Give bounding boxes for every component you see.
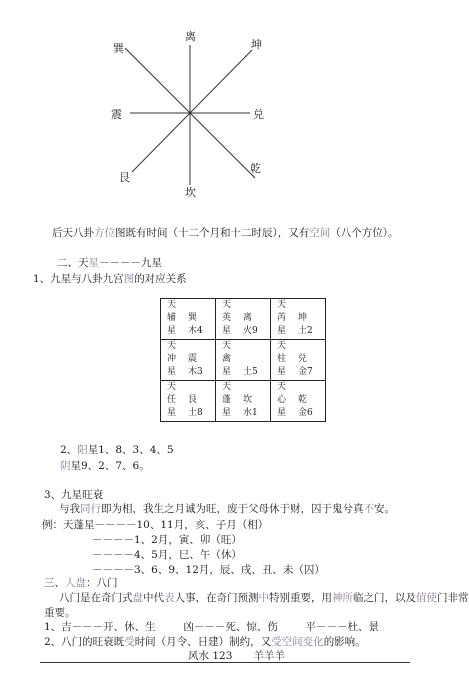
grid-cell-text: 冲 xyxy=(167,354,177,364)
grid-cell-text: 水1 xyxy=(243,408,258,418)
page-footer: 风水 123 羊羊羊 xyxy=(188,650,285,662)
grid-cell-line xyxy=(167,299,215,312)
grid-cell-line xyxy=(167,325,215,338)
grid-row xyxy=(161,299,326,340)
example-line-3: －－－－4、5月，巳、午（休） xyxy=(92,549,242,561)
grid-cell-text: 震 xyxy=(188,354,198,364)
grid-cell-text: 蓬 xyxy=(222,395,232,405)
wangshuai-highlight-1: 同行 xyxy=(80,503,101,515)
wangshuai-paragraph xyxy=(59,503,395,516)
grid-cell-line xyxy=(277,407,325,420)
intro-text-1: 后天八卦 xyxy=(52,227,94,239)
label-east: 兑 xyxy=(253,108,264,121)
grid-cell-line xyxy=(167,312,215,325)
grid-cell-text: 巽 xyxy=(188,313,198,323)
yang-stars-line xyxy=(60,444,174,457)
grid-cell xyxy=(216,299,271,340)
bamen-text-5: 临之门，以及 xyxy=(353,592,416,604)
grid-cell xyxy=(161,340,216,381)
grid-cell-line xyxy=(222,312,270,325)
grid-cell-text: 星 xyxy=(167,367,177,377)
grid-cell-text: 兑 xyxy=(298,354,308,364)
example-line-1: 例：天蓬星－－－－10、11月，亥、子月（相） xyxy=(42,519,269,531)
bamen-highlight-5: 值使 xyxy=(416,592,437,604)
grid-cell-line xyxy=(222,394,270,407)
grid-cell-text: 离 xyxy=(243,313,253,323)
list-2-highlight-2: 受空间变化 xyxy=(271,636,324,648)
list-2-text-2: 时间（月令、日建）制约，又 xyxy=(134,636,272,648)
grid-cell xyxy=(271,381,326,422)
grid-cell-line xyxy=(277,299,325,312)
bamen-text-6: 门非常 xyxy=(437,592,469,604)
grid-cell-line xyxy=(277,394,325,407)
bamen-paragraph-line-2: 重要。 xyxy=(44,607,76,619)
grid-cell-line xyxy=(167,366,215,379)
diagonal-ne-sw xyxy=(132,50,252,172)
section-3-highlight: 人盘 xyxy=(65,577,86,589)
subsection-1-text: 1、九星与八卦九宫 xyxy=(33,273,124,285)
grid-cell-line xyxy=(222,366,270,379)
yin-stars-line xyxy=(60,460,150,473)
grid-cell xyxy=(161,299,216,340)
bamen-text-4: 特别重要，用 xyxy=(269,592,332,604)
bamen-text-1: 八门是在奇门式 xyxy=(59,592,133,604)
grid-cell-text: 辅 xyxy=(167,313,177,323)
wangshuai-text-2: 即为相，我生之月诚为旺，废于父母休于财，囚于鬼兮真 xyxy=(101,503,364,515)
grid-cell xyxy=(216,340,271,381)
yin-highlight: 阴 xyxy=(60,460,71,472)
grid-cell-text: 天 xyxy=(222,382,232,392)
section-2-title-suffix: －－－－九星 xyxy=(99,257,162,269)
grid-cell-line xyxy=(167,340,215,353)
intro-paragraph xyxy=(52,227,399,240)
bamen-highlight-2: 表 xyxy=(164,592,175,604)
intro-highlight-1: 方位 xyxy=(94,227,115,239)
bamen-highlight-1: 盘 xyxy=(132,592,143,604)
grid-cell-text: 艮 xyxy=(188,395,198,405)
intro-text-2: 图既有时间（十二个月和十二时辰），又有 xyxy=(115,227,310,239)
list-2-highlight-1: 受 xyxy=(124,636,135,648)
subsection-1-heading xyxy=(33,273,187,286)
grid-cell-text: 木4 xyxy=(188,326,203,336)
bamen-text-2: 中代 xyxy=(143,592,164,604)
section-2-heading xyxy=(57,257,162,270)
grid-cell-text: 天 xyxy=(277,341,287,351)
wangshuai-text-1: 与我 xyxy=(59,503,80,515)
grid-cell-line xyxy=(277,340,325,353)
section-3-prefix: 三、 xyxy=(44,577,65,589)
grid-cell-text: 星 xyxy=(222,326,232,336)
grid-cell xyxy=(161,381,216,422)
grid-cell-text: 天 xyxy=(222,300,232,310)
subsection-1-suffix: 的对应关系 xyxy=(134,273,187,285)
bamen-text-3: 人事，在奇门预测 xyxy=(174,592,259,604)
grid-cell-line xyxy=(277,366,325,379)
bamen-highlight-3: 中 xyxy=(258,592,269,604)
grid-cell-line xyxy=(277,353,325,366)
grid-cell-text: 天 xyxy=(167,300,177,310)
wangshuai-text-3: 安。 xyxy=(374,503,395,515)
bagua-direction-diagram xyxy=(0,0,450,200)
grid-cell-text: 天 xyxy=(222,341,232,351)
section-2-title: 二、天 xyxy=(57,257,89,269)
grid-cell-line xyxy=(222,299,270,312)
grid-cell-line xyxy=(167,407,215,420)
section-3-suffix: ：八门 xyxy=(86,577,118,589)
yang-suffix: 星1、8、3、4、5 xyxy=(87,444,174,456)
list-2-text-3: 的影响。 xyxy=(323,636,366,648)
example-line-2: －－－－1、2月，寅、卯（旺） xyxy=(92,534,242,546)
intro-text-3: （八个方位）。 xyxy=(330,227,399,239)
label-south: 坎 xyxy=(185,186,196,199)
grid-cell-line xyxy=(222,325,270,338)
wangshuai-highlight-2: 不 xyxy=(363,503,374,515)
yin-suffix: 星9、2、7、6。 xyxy=(70,460,150,472)
list-item-2 xyxy=(44,636,366,649)
subsection-1-highlight: 图 xyxy=(123,273,135,285)
grid-cell-text: 星 xyxy=(277,326,287,336)
grid-cell-text: 心 xyxy=(277,395,287,405)
grid-cell-text: 禽 xyxy=(222,354,232,364)
grid-cell-text: 天 xyxy=(277,382,287,392)
grid-cell xyxy=(271,340,326,381)
grid-cell-text: 柱 xyxy=(277,354,287,364)
grid-cell-text: 金7 xyxy=(298,367,313,377)
grid-row xyxy=(161,340,326,381)
grid-cell-text: 星 xyxy=(222,367,232,377)
grid-cell-text: 星 xyxy=(277,408,287,418)
grid-cell-line xyxy=(277,381,325,394)
grid-cell-text: 金6 xyxy=(298,408,313,418)
grid-cell-line xyxy=(222,353,270,366)
grid-cell-text: 星 xyxy=(222,408,232,418)
grid-cell-text: 土5 xyxy=(243,367,258,377)
grid-cell-line xyxy=(222,340,270,353)
grid-cell-text: 芮 xyxy=(277,313,287,323)
bamen-highlight-4: 神所 xyxy=(332,592,353,604)
label-southeast: 乾 xyxy=(250,162,261,175)
grid-cell-text: 土2 xyxy=(298,326,313,336)
grid-cell-text: 乾 xyxy=(298,395,308,405)
grid-cell-line xyxy=(222,407,270,420)
list-item-1: 1、吉－－－开、休、生 凶－－－死、惊、伤 平－－－杜、景 xyxy=(44,621,380,633)
grid-cell xyxy=(271,299,326,340)
label-west: 震 xyxy=(111,108,122,121)
grid-cell-line xyxy=(167,394,215,407)
yang-highlight: 阳 xyxy=(77,444,88,456)
grid-cell-text: 星 xyxy=(167,408,177,418)
grid-cell-text: 火9 xyxy=(243,326,258,336)
grid-cell-text: 天 xyxy=(277,300,287,310)
grid-cell-text: 坤 xyxy=(298,313,308,323)
grid-cell-text: 坎 xyxy=(243,395,253,405)
grid-cell-text: 土8 xyxy=(188,408,203,418)
grid-cell-text: 天 xyxy=(167,382,177,392)
grid-cell-text: 英 xyxy=(222,313,232,323)
grid-cell-text: 天 xyxy=(167,341,177,351)
grid-cell-text: 星 xyxy=(167,326,177,336)
nine-star-grid xyxy=(160,298,326,422)
footer-divider xyxy=(40,662,410,663)
grid-cell-text: 木3 xyxy=(188,367,203,377)
grid-row xyxy=(161,381,326,422)
label-northwest: 巽 xyxy=(113,42,124,55)
label-north: 离 xyxy=(185,30,196,43)
grid-cell-line xyxy=(222,381,270,394)
section-2-title-highlight: 星 xyxy=(88,257,99,269)
label-southwest: 艮 xyxy=(119,171,130,184)
intro-highlight-2: 空间 xyxy=(309,227,331,239)
label-northeast: 坤 xyxy=(251,38,262,51)
subsection-3-heading: 3、九星旺衰 xyxy=(44,489,104,501)
grid-cell-line xyxy=(167,381,215,394)
grid-cell-line xyxy=(277,325,325,338)
grid-cell-text: 任 xyxy=(167,395,177,405)
section-3-heading xyxy=(44,577,118,590)
grid-cell-line xyxy=(277,312,325,325)
yang-prefix: 2、 xyxy=(60,444,78,456)
example-line-4: －－－－3、6、9、12月，辰、戌、丑、未（囚） xyxy=(92,564,325,576)
grid-cell-text: 星 xyxy=(277,367,287,377)
list-2-text-1: 2、八门的旺衰既 xyxy=(44,636,125,648)
grid-cell-line xyxy=(167,353,215,366)
grid-cell xyxy=(216,381,271,422)
bamen-paragraph-line-1 xyxy=(59,592,469,605)
